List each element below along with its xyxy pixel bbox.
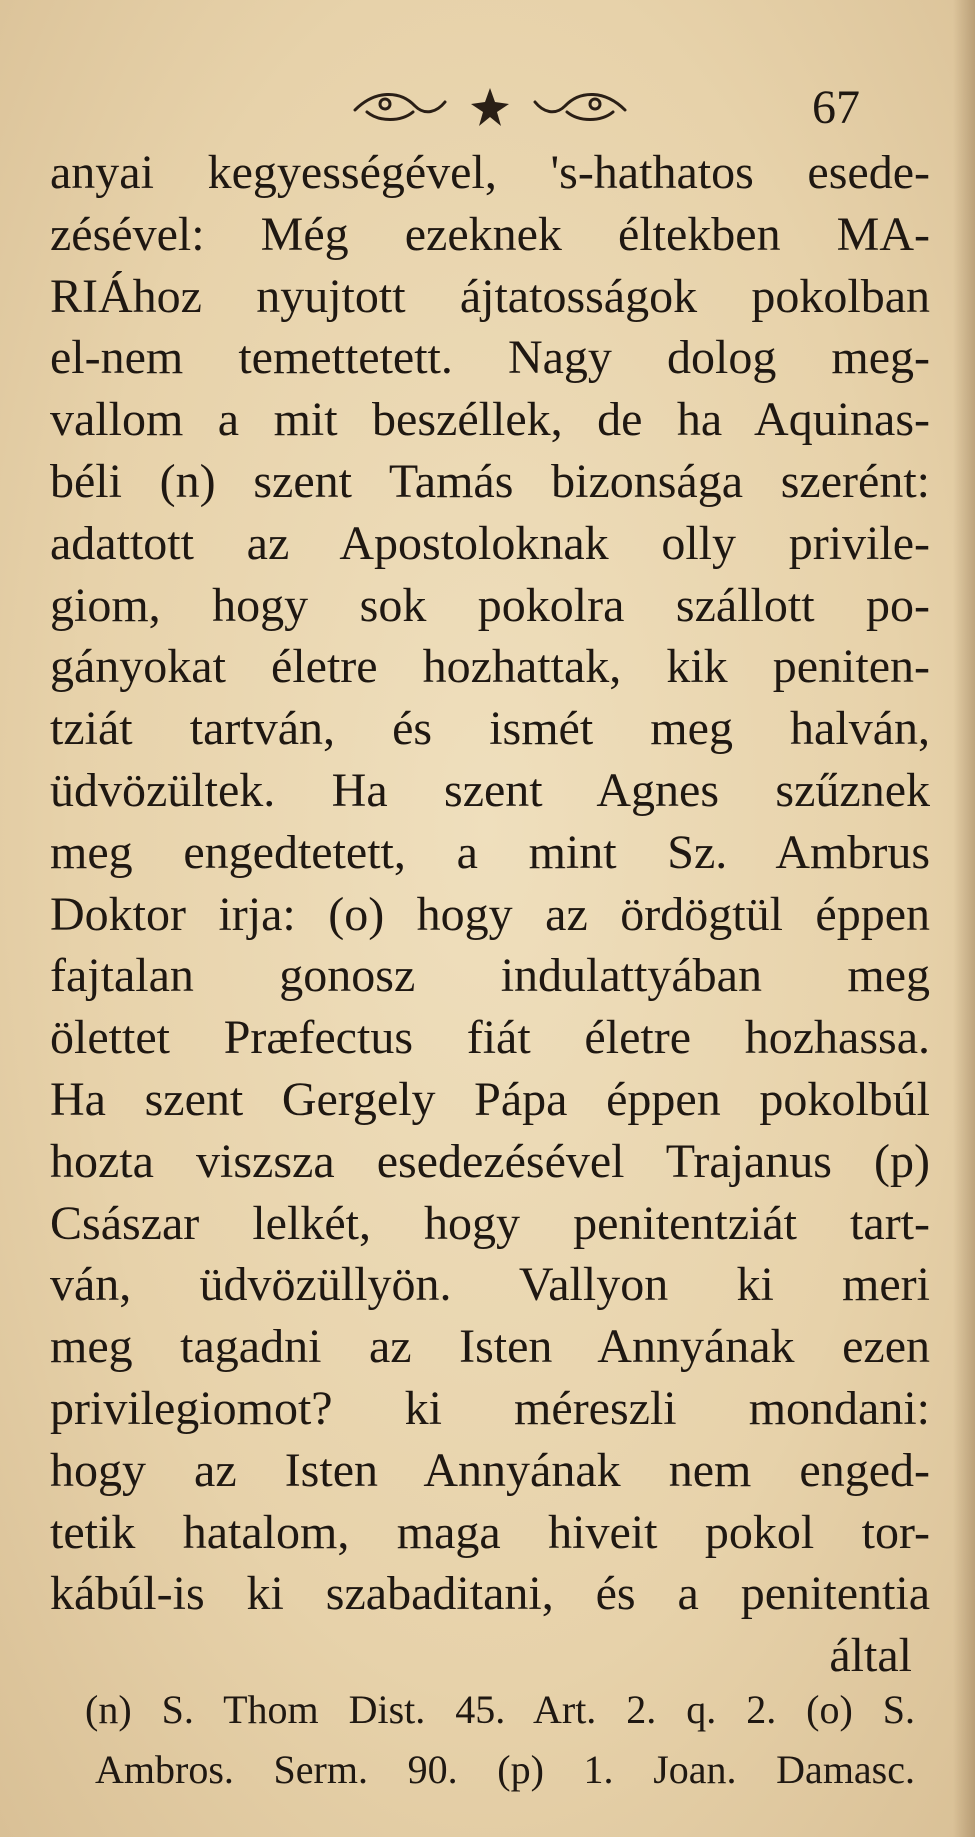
page-edge-shadow xyxy=(953,0,975,1837)
text-line: gányokat életre hozhattak, kik peniten- xyxy=(50,640,930,694)
text-line: meg tagadni az Isten Annyának ezen xyxy=(50,1320,930,1374)
body-text xyxy=(50,142,930,1687)
text-line: ölettet Præfectus fiát életre hozhassa. xyxy=(50,1011,930,1065)
catchword: által xyxy=(829,1629,912,1683)
text-line: privilegiomot? ki méreszli mondani: xyxy=(50,1381,930,1435)
text-line: adattott az Apostoloknak olly privile- xyxy=(50,516,930,570)
footnote-line: Ambros. Serm. 90. (p) 1. Joan. Damasc. xyxy=(95,1747,915,1792)
text-line: tetik hatalom, maga hiveit pokol tor- xyxy=(50,1505,930,1559)
footnotes xyxy=(85,1680,915,1800)
text-line: ván, üdvözüllyön. Vallyon ki meri xyxy=(50,1258,930,1312)
text-line: vallom a mit beszéllek, de ha Aquinas- xyxy=(50,393,930,447)
text-line: RIÁhoz nyujtott ájtatosságok pokolban xyxy=(50,269,930,323)
text-line: Doktor irja: (o) hogy az ördögtül éppen xyxy=(50,887,930,941)
text-line: zésével: Még ezeknek éltekben MA- xyxy=(50,207,930,261)
page-header xyxy=(0,78,975,138)
text-line: hogy az Isten Annyának nem enged- xyxy=(50,1443,930,1497)
text-line: Ha szent Gergely Pápa éppen pokolbúl xyxy=(50,1072,930,1126)
text-line: üdvözültek. Ha szent Agnes szűznek xyxy=(50,763,930,817)
text-line: giom, hogy sok pokolra szállott po- xyxy=(50,578,930,632)
text-line: el-nem temettetett. Nagy dolog meg- xyxy=(50,331,930,385)
footnote-line: (n) S. Thom Dist. 45. Art. 2. q. 2. (o) S. xyxy=(85,1687,915,1732)
text-line: anyai kegyességével, 's-hathatos esede- xyxy=(50,146,930,199)
text-line: Császar lelkét, hogy penitentziát tart- xyxy=(50,1196,930,1250)
text-line: béli (n) szent Tamás bizonsága szerént: xyxy=(50,454,930,508)
text-line: kábúl-is ki szabaditani, és a penitentia xyxy=(50,1567,930,1621)
text-line: meg engedtetett, a mint Sz. Ambrus xyxy=(50,825,930,879)
text-line: hozta viszsza esedezésével Trajanus (p) xyxy=(50,1134,930,1188)
floral-ornament-icon xyxy=(345,82,635,130)
text-line: tziát tartván, és ismét meg halván, xyxy=(50,702,930,756)
page-number: 67 xyxy=(812,81,860,134)
text-line: fajtalan gonosz indulattyában meg xyxy=(50,949,930,1003)
